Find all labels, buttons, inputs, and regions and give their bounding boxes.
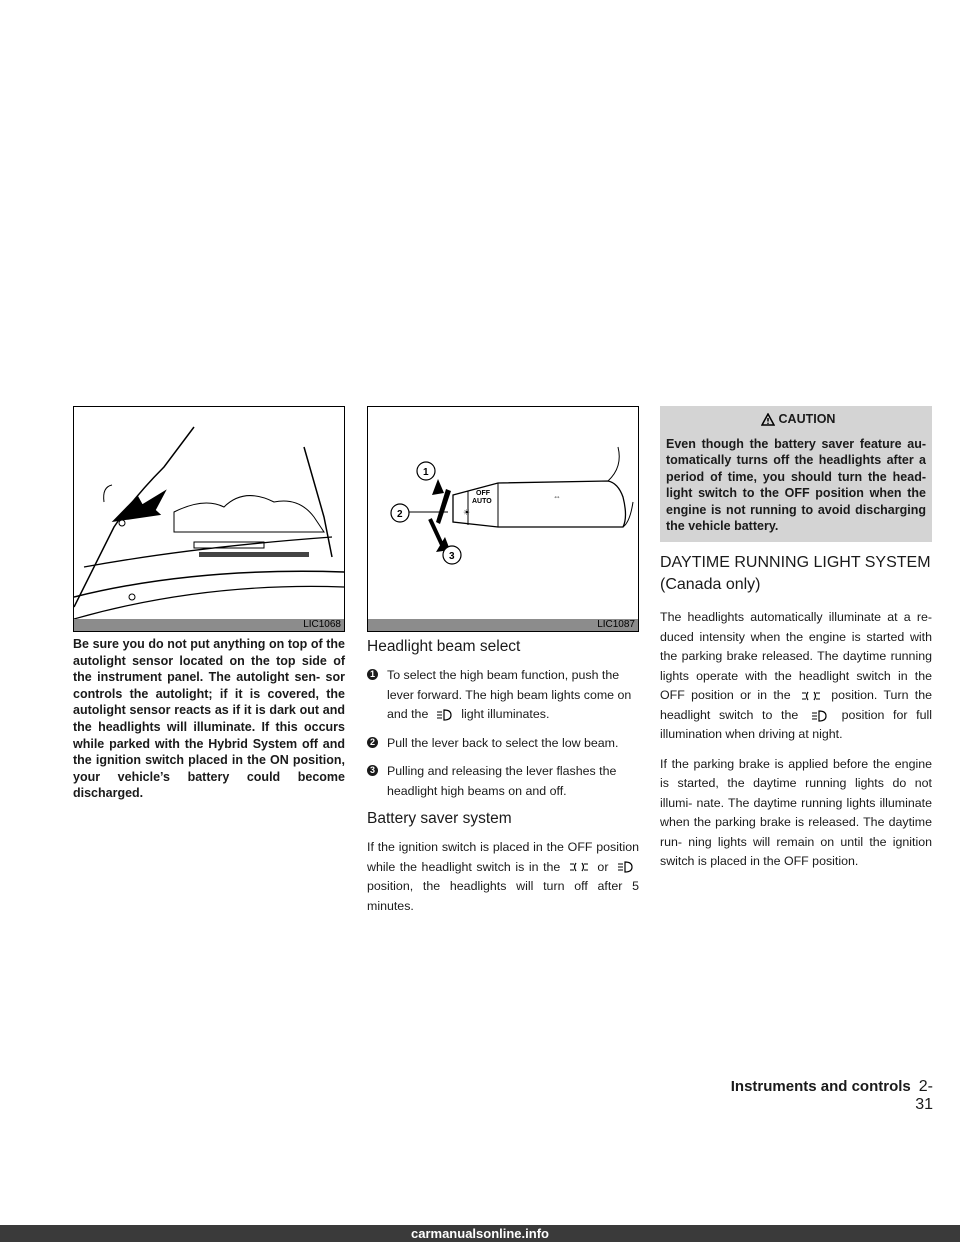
step-number: 1: [367, 669, 378, 680]
headlight-icon: [617, 861, 635, 873]
heading-battery-saver: Battery saver system: [367, 810, 512, 827]
callout-2: 2: [397, 509, 403, 520]
parking-light-icon: [801, 690, 821, 702]
drl-paragraph-2: If the parking brake is applied before the engine is started, the daytime running lights do not illumi- nate. The daytime running lights illuminate when the parking brake is released. The daytime run- ning lights will remain on until the ignition switch is placed in the OFF position.: [660, 756, 932, 869]
list-item: [367, 666, 639, 725]
dashboard-illustration: [74, 407, 344, 619]
caution-text: Even though the battery saver feature au- tomatically turns off the headlights after a period of time, you should turn the head- light switch to the OFF position when the engine is not running to avoid discharging the vehicle battery.: [666, 437, 926, 534]
page-footer: [717, 1078, 933, 1114]
battery-saver-text: If the ignition switch is placed in the OFF position while the headlight switch is in the or position, the headlights will turn off after 5 minutes.: [367, 840, 639, 913]
lever-illustration: [368, 407, 638, 619]
column-left: [73, 406, 345, 802]
figure-label: LIC1087: [368, 619, 638, 631]
switch-label-auto: AUTO: [472, 498, 492, 505]
page-number: 2-31: [915, 1078, 933, 1113]
svg-text:⇔: ⇔: [553, 492, 561, 501]
figure-label: LIC1068: [74, 619, 344, 631]
parking-light-icon: [569, 861, 589, 873]
watermark-link[interactable]: carmanualsonline.info: [0, 1225, 960, 1242]
autolight-warning: Be sure you do not put anything on top of the autolight sensor located on the top side of the instrument panel. The autolight sen- sor controls the autolight; if it is covered, the autolight sensor reacts as if it is dark out and the headlights will illuminate. If this occurs while parked with the Hybrid System off and the ignition switch placed in the ON position, your vehicle’s battery could become discharged.: [73, 637, 345, 801]
switch-label-off: OFF: [476, 490, 490, 497]
heading-daytime-running-lights: DAYTIME RUNNING LIGHT SYSTEM (Canada only): [660, 554, 931, 594]
list-item: [367, 762, 639, 801]
step-number: 3: [367, 765, 378, 776]
step-text: To select the high beam function, push the lever forward. The high beam lights come on and the: [387, 668, 632, 721]
headlight-icon: [436, 709, 454, 721]
footer-section: Instruments and controls: [730, 1078, 911, 1095]
step-text: Pull the lever back to select the low beam.: [387, 735, 619, 750]
headlight-icon: [811, 710, 829, 722]
caution-title: CAUTION: [778, 412, 836, 426]
step-text: Pulling and releasing the lever flashes the headlight high beams on and off.: [387, 764, 617, 798]
warning-triangle-icon: [761, 413, 775, 426]
heading-beam-select: Headlight beam select: [367, 638, 521, 655]
list-item: [367, 734, 639, 754]
drl-paragraph-1: The headlights automatically illuminate at a re- duced intensity when the engine is started with the parking brake released. The daytime running lights operate with the headlight switch in the OFF position or in the position. Turn the headlight switch to the position for full illumination when driving at night.: [660, 610, 932, 742]
column-right: [660, 406, 932, 872]
step-number: 2: [367, 737, 378, 748]
column-middle: [367, 406, 639, 916]
headlight-lever-figure: [367, 406, 639, 632]
callout-1: 1: [423, 467, 429, 478]
callout-3: 3: [449, 551, 455, 562]
step-text-end: light illuminates.: [461, 707, 550, 721]
caution-box: [660, 406, 932, 542]
svg-text:☀: ☀: [463, 508, 471, 517]
autolight-sensor-figure: [73, 406, 345, 632]
